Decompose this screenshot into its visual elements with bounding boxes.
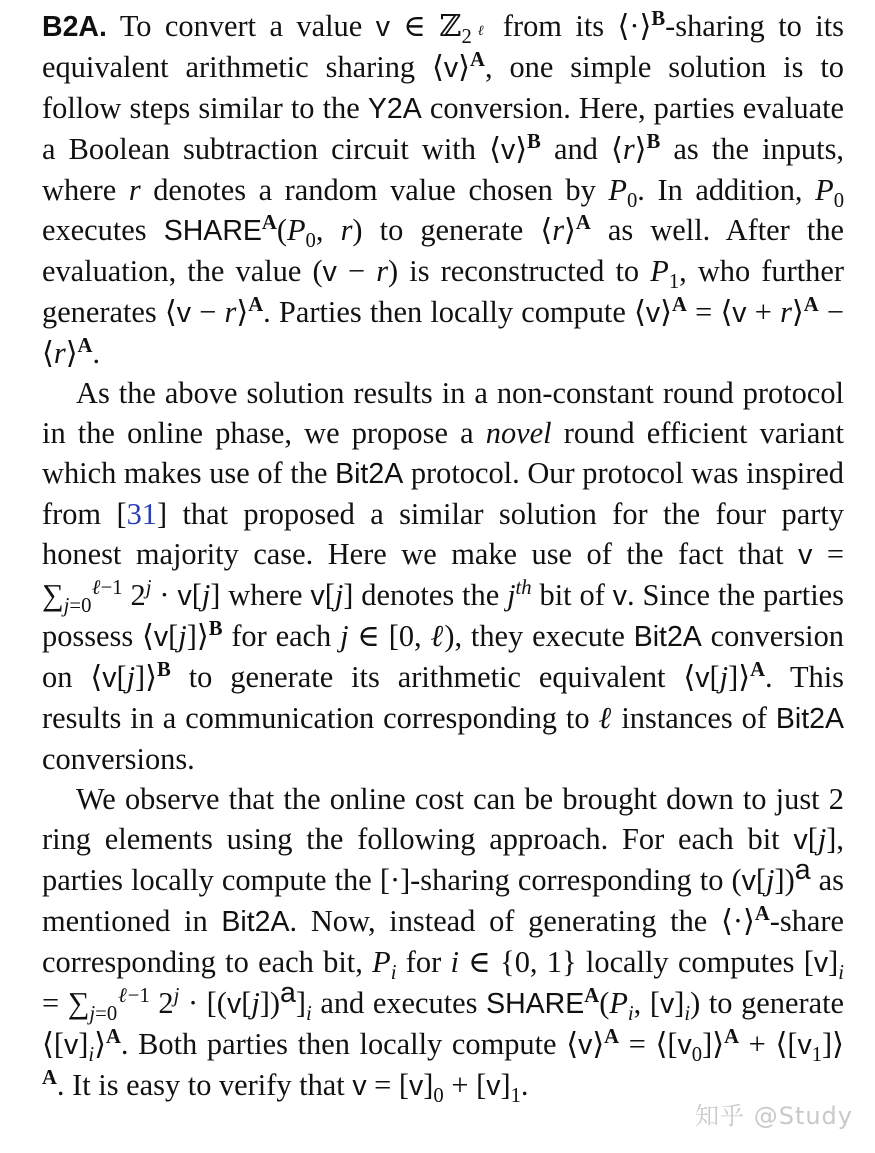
paragraph-novel-variant: As the above solution results in a non-constant round protocol in the online phase, we propose a novel round efficient variant which makes use of the Bit2A protocol. Our protocol was inspired from [31] that proposed a similar solution for the four party honest majority case. Here we make use of the fact that $v = \sum_{j=0}^{\ell-1}$ $2^j \cdot v[j]$ where v[j] denotes the $j^{th}$ bit of v. Since the parties possess ⟨v[j]⟩$^B$ for each j ∈ [0, ℓ), they execute Bit2A conversion on ⟨v[j]⟩$^B$ to generate its arithmetic equivalent ⟨v[j]⟩$^A$. This results in a communication corresponding to ℓ instances of Bit2A conversions. [42,376,844,776]
citation-link[interactable]: 31 [126,497,157,531]
zhihu-watermark: 知乎 @Study [695,1102,853,1130]
section-heading: B2A. [42,11,107,43]
paragraph-b2a: B2A. To convert a value v ∈ ℤ$_{2^\ell}$ from its ⟨·⟩$^B$-sharing to its equivalent arithmetic sharing ⟨v⟩$^A$, one simple solution is to follow steps similar to the Y2A conversion. Here, parties evaluate a Boolean subtraction circuit with ⟨v⟩$^B$ and ⟨r⟩$^B$ as the inputs, where r denotes a random value chosen by $P_0$. In addition, $P_0$ executes $SHARE^A(P_0$, r) to generate ⟨r⟩$^A$ as well. After the evaluation, the value (v − r) is reconstructed to $P_1$, who further generates ⟨v − r⟩$^A$. Parties then locally compute ⟨v⟩$^A$ = ⟨v + r⟩$^A$ − ⟨r⟩$^A$. [42,7,845,370]
paragraph-online-cost: We observe that the online cost can be brought down to just 2 ring elements using the following approach. For each bit v[j], parties locally compute the [·]-sharing corresponding to $(v[j])^a$ as mentioned in Bit2A. Now, instead of generating the ⟨·⟩$^A$-share corresponding to each bit, $P_i$ for i ∈ {0, 1} locally computes $[v]_i = \sum_{j=0}^{\ell-1}$ $2^j \cdot [(v[j])^a]_i$ and executes $SHARE^A(P_i$, $[v]_i$) to generate $⟨[v]_i⟩^A$. Both parties then locally compute ⟨v⟩$^A$ = $⟨[v_0]⟩^A$ + $⟨[v_1]⟩^A$. It is easy to verify that $v = [v]_0 + [v]_1$. [42,782,845,1108]
document-body [42,6,844,1106]
